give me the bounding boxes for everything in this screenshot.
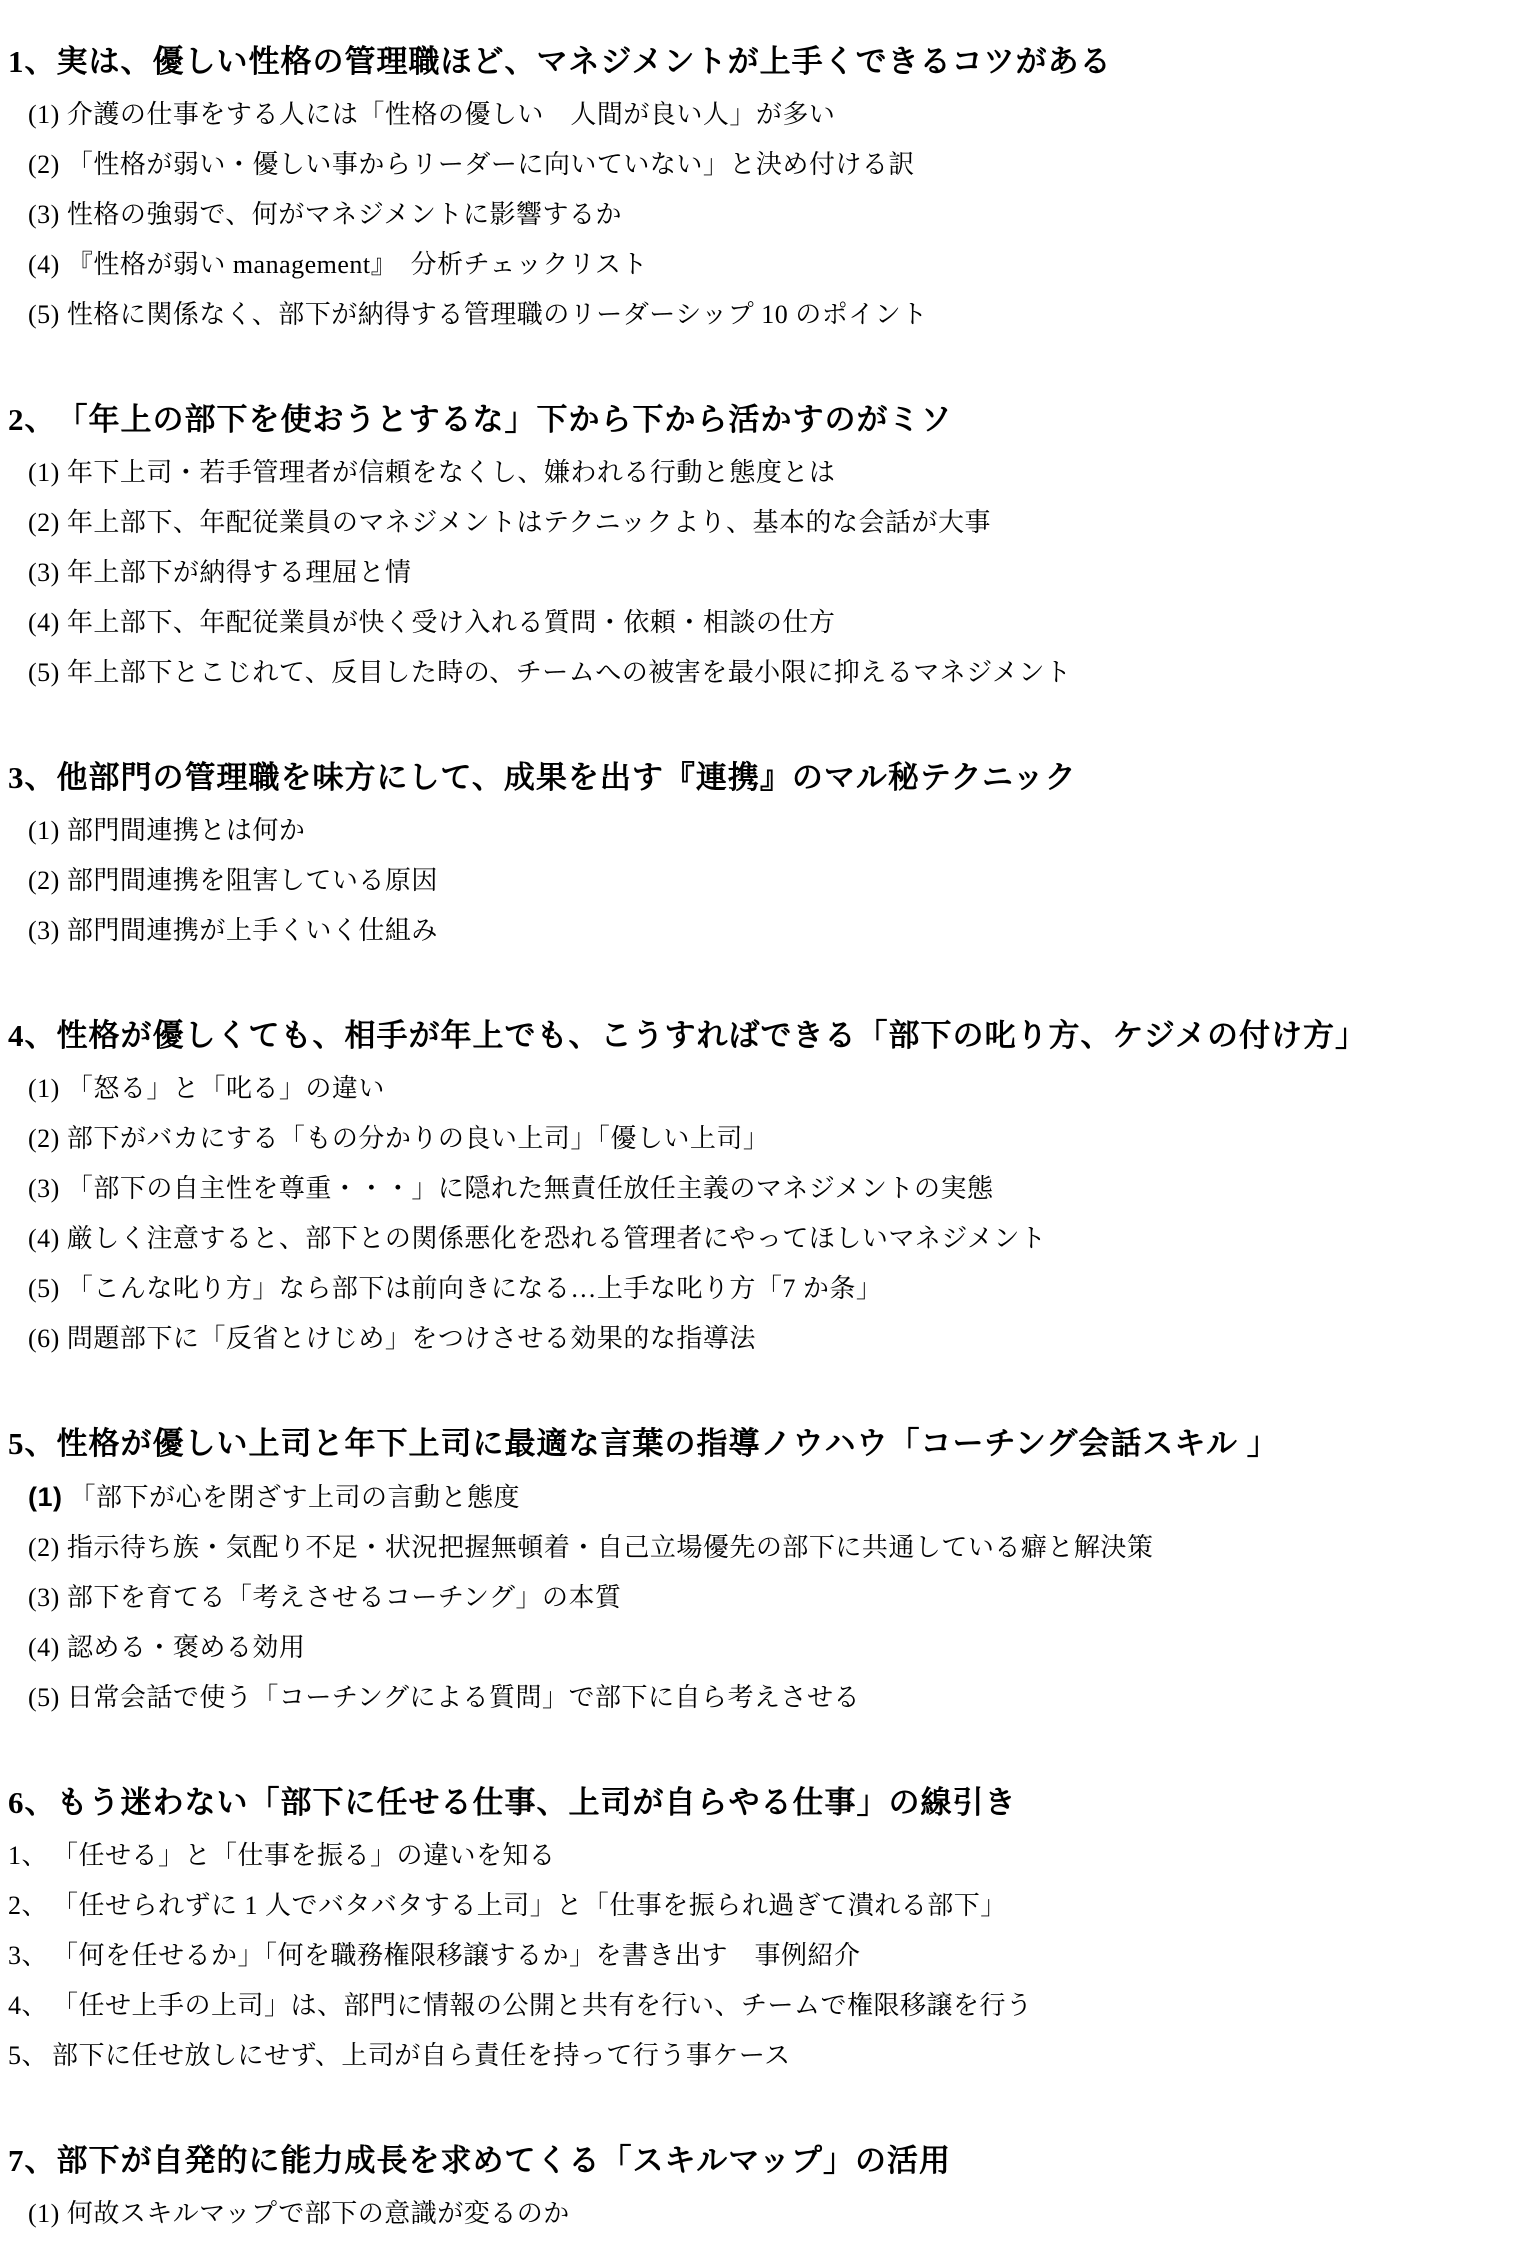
item-marker: (5) bbox=[28, 658, 60, 687]
item-text: 年下上司・若手管理者が信頼をなくし、嫌われる行動と態度とは bbox=[66, 458, 836, 487]
item-text: 年上部下が納得する理屈と情 bbox=[66, 558, 412, 587]
item-marker: (2) bbox=[28, 1533, 60, 1562]
outline-section bbox=[8, 40, 1503, 340]
item-marker: (1) bbox=[28, 100, 60, 129]
outline-item bbox=[8, 598, 1503, 648]
outline-item bbox=[8, 1673, 1503, 1723]
item-text: 部下に任せ放しにせず、上司が自ら責任を持って行う事ケース bbox=[52, 2041, 791, 2070]
item-marker: (1) bbox=[28, 1482, 63, 1512]
outline-item bbox=[8, 648, 1503, 698]
item-marker: 3、 bbox=[8, 1941, 49, 1970]
item-marker: 1、 bbox=[8, 1841, 49, 1870]
item-text: 「任せ上手の上司」は、部門に情報の公開と共有を行い、チームで権限移譲を行う bbox=[52, 1991, 1033, 2020]
item-text: 「こんな叱り方」なら部下は前向きになる…上手な叱り方「7 か条」 bbox=[66, 1274, 883, 1303]
section-number: 1、 bbox=[8, 44, 57, 79]
outline-item bbox=[8, 906, 1503, 956]
item-text: 年上部下、年配従業員のマネジメントはテクニックより、基本的な会話が大事 bbox=[66, 508, 991, 537]
outline-item bbox=[8, 1314, 1503, 1364]
item-marker: (4) bbox=[28, 608, 60, 637]
item-text: 部門間連携を阻害している原因 bbox=[66, 866, 438, 895]
section-items bbox=[8, 806, 1503, 956]
outline-item bbox=[8, 140, 1503, 190]
outline-section bbox=[8, 1014, 1503, 1364]
item-text: 『性格が弱い management』 分析チェックリスト bbox=[66, 250, 648, 279]
item-marker: (1) bbox=[28, 1074, 60, 1103]
section-heading bbox=[8, 756, 1503, 800]
item-text: 部門間連携とは何か bbox=[66, 816, 306, 845]
item-text: 年上部下とこじれて、反目した時の、チームへの被害を最小限に抑えるマネジメント bbox=[66, 658, 1072, 687]
outline-item bbox=[8, 1831, 1503, 1881]
outline-item bbox=[8, 90, 1503, 140]
item-marker: (2) bbox=[28, 866, 60, 895]
outline-item bbox=[8, 498, 1503, 548]
item-text: 指示待ち族・気配り不足・状況把握無頓着・自己立場優先の部下に共通している癖と解決策 bbox=[66, 1533, 1154, 1562]
item-text: 「部下が心を閉ざす上司の言動と態度 bbox=[69, 1483, 521, 1512]
section-items bbox=[8, 1472, 1503, 1723]
section-items bbox=[8, 448, 1503, 698]
item-text: 日常会話で使う「コーチングによる質問」で部下に自ら考えさせる bbox=[66, 1683, 861, 1712]
section-title: 部下が自発的に能力成長を求めてくる「スキルマップ」の活用 bbox=[56, 2143, 951, 2178]
outline-item bbox=[8, 856, 1503, 906]
item-marker: (5) bbox=[28, 1683, 60, 1712]
outline-item bbox=[8, 2189, 1503, 2239]
outline-item bbox=[8, 290, 1503, 340]
outline-item bbox=[8, 1164, 1503, 1214]
section-number: 7、 bbox=[8, 2143, 57, 2178]
outline bbox=[8, 40, 1503, 2239]
item-marker: (3) bbox=[28, 200, 60, 229]
item-marker: (3) bbox=[28, 916, 60, 945]
outline-section bbox=[8, 2139, 1503, 2239]
section-title: 他部門の管理職を味方にして、成果を出す『連携』のマル秘テクニック bbox=[56, 760, 1077, 795]
section-title: 実は、優しい性格の管理職ほど、マネジメントが上手くできるコツがある bbox=[56, 44, 1112, 79]
item-marker: (4) bbox=[28, 250, 60, 279]
section-items bbox=[8, 90, 1503, 340]
item-text: 部門間連携が上手くいく仕組み bbox=[66, 916, 438, 945]
item-text: 何故スキルマップで部下の意識が変るのか bbox=[66, 2199, 570, 2228]
item-marker: (6) bbox=[28, 1324, 60, 1353]
section-heading bbox=[8, 398, 1503, 442]
outline-item bbox=[8, 1264, 1503, 1314]
outline-section bbox=[8, 756, 1503, 956]
item-marker: (3) bbox=[28, 1174, 60, 1203]
outline-item bbox=[8, 1214, 1503, 1264]
outline-item bbox=[8, 548, 1503, 598]
item-text: 問題部下に「反省とけじめ」をつけさせる効果的な指導法 bbox=[66, 1324, 756, 1353]
outline-section bbox=[8, 398, 1503, 698]
outline-item bbox=[8, 1472, 1503, 1523]
section-items bbox=[8, 1831, 1503, 2081]
item-text: 「何を任せるか」「何を職務権限移譲するか」を書き出す 事例紹介 bbox=[52, 1941, 861, 1970]
section-heading bbox=[8, 40, 1503, 84]
section-number: 5、 bbox=[8, 1426, 57, 1461]
section-items bbox=[8, 1064, 1503, 1364]
outline-item bbox=[8, 1623, 1503, 1673]
item-marker: 5、 bbox=[8, 2041, 49, 2070]
item-marker: (5) bbox=[28, 300, 60, 329]
outline-item bbox=[8, 1114, 1503, 1164]
item-text: 厳しく注意すると、部下との関係悪化を恐れる管理者にやってほしいマネジメント bbox=[66, 1224, 1047, 1253]
section-number: 2、 bbox=[8, 402, 57, 437]
outline-item bbox=[8, 1573, 1503, 1623]
item-marker: (1) bbox=[28, 458, 60, 487]
outline-item bbox=[8, 190, 1503, 240]
section-number: 6、 bbox=[8, 1785, 57, 1820]
item-text: 認める・褒める効用 bbox=[66, 1633, 306, 1662]
section-heading bbox=[8, 1422, 1503, 1466]
section-title: 性格が優しい上司と年下上司に最適な言葉の指導ノウハウ「コーチング会話スキル 」 bbox=[56, 1426, 1279, 1461]
item-text: 「性格が弱い・優しい事からリーダーに向いていない」と決め付ける訳 bbox=[66, 150, 915, 179]
item-marker: (2) bbox=[28, 1124, 60, 1153]
outline-item bbox=[8, 1523, 1503, 1573]
outline-item bbox=[8, 1881, 1503, 1931]
section-title: 性格が優しくても、相手が年上でも、こうすればできる「部下の叱り方、ケジメの付け方」 bbox=[56, 1018, 1367, 1053]
item-text: 「任せられずに 1 人でバタバタする上司」と「仕事を振られ過ぎて潰れる部下」 bbox=[52, 1891, 1007, 1920]
section-heading bbox=[8, 2139, 1503, 2183]
item-marker: (2) bbox=[28, 508, 60, 537]
section-items bbox=[8, 2189, 1503, 2239]
section-title: もう迷わない「部下に任せる仕事、上司が自らやる仕事」の線引き bbox=[56, 1785, 1017, 1820]
item-text: 年上部下、年配従業員が快く受け入れる質問・依頼・相談の仕方 bbox=[66, 608, 836, 637]
outline-item bbox=[8, 448, 1503, 498]
outline-item bbox=[8, 240, 1503, 290]
section-title: 「年上の部下を使おうとするな」下から下から活かすのがミソ bbox=[56, 402, 953, 437]
item-marker: (1) bbox=[28, 2199, 60, 2228]
item-marker: 4、 bbox=[8, 1991, 49, 2020]
section-number: 3、 bbox=[8, 760, 57, 795]
outline-item bbox=[8, 806, 1503, 856]
section-heading bbox=[8, 1781, 1503, 1825]
item-marker: 2、 bbox=[8, 1891, 49, 1920]
item-marker: (1) bbox=[28, 816, 60, 845]
outline-item bbox=[8, 1064, 1503, 1114]
outline-item bbox=[8, 1931, 1503, 1981]
outline-section bbox=[8, 1781, 1503, 2081]
item-marker: (3) bbox=[28, 1583, 60, 1612]
item-marker: (5) bbox=[28, 1274, 60, 1303]
outline-section bbox=[8, 1422, 1503, 1723]
item-marker: (4) bbox=[28, 1224, 60, 1253]
item-marker: (2) bbox=[28, 150, 60, 179]
item-text: 性格に関係なく、部下が納得する管理職のリーダーシップ 10 のポイント bbox=[66, 300, 928, 329]
item-text: 性格の強弱で、何がマネジメントに影響するか bbox=[66, 200, 623, 229]
item-marker: (4) bbox=[28, 1633, 60, 1662]
item-text: 部下を育てる「考えさせるコーチング」の本質 bbox=[66, 1583, 622, 1612]
outline-item bbox=[8, 2031, 1503, 2081]
item-text: 「任せる」と「仕事を振る」の違いを知る bbox=[52, 1841, 556, 1870]
section-heading bbox=[8, 1014, 1503, 1058]
item-text: 「部下の自主性を尊重・・・」に隠れた無責任放任主義のマネジメントの実態 bbox=[66, 1174, 994, 1203]
outline-item bbox=[8, 1981, 1503, 2031]
item-marker: (3) bbox=[28, 558, 60, 587]
item-text: 介護の仕事をする人には「性格の優しい 人間が良い人」が多い bbox=[66, 100, 836, 129]
section-number: 4、 bbox=[8, 1018, 57, 1053]
item-text: 部下がバカにする「もの分かりの良い上司」「優しい上司」 bbox=[66, 1124, 770, 1153]
item-text: 「怒る」と「叱る」の違い bbox=[66, 1074, 385, 1103]
